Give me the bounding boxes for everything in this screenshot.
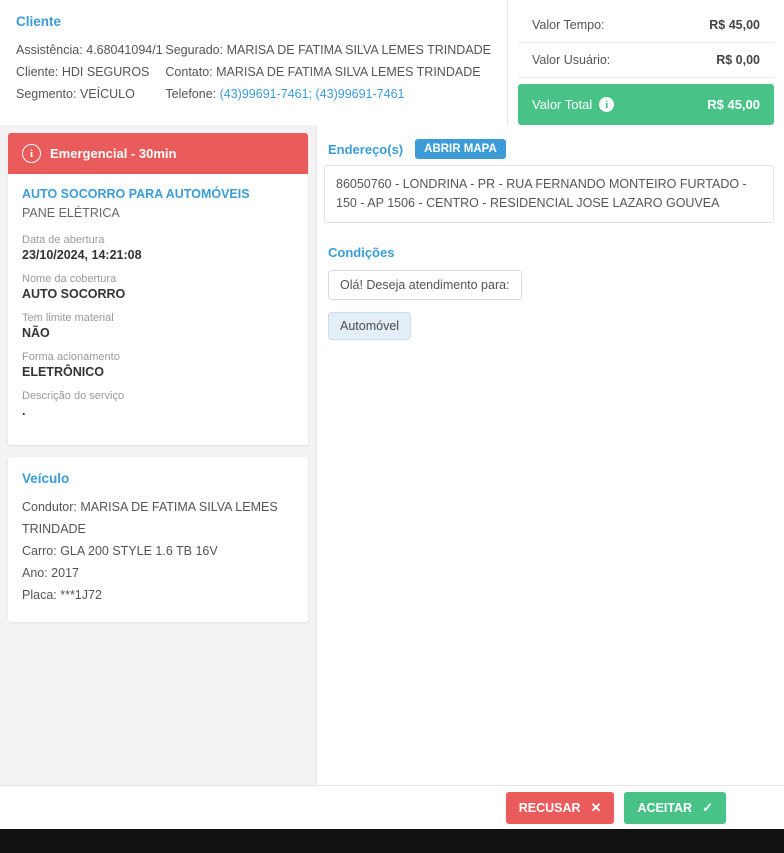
- vehicle-model: Carro: GLA 200 STYLE 1.6 TB 16V: [22, 544, 218, 558]
- value-total-amount: R$ 45,00: [707, 97, 760, 112]
- client-name-row: [16, 61, 165, 83]
- value-row-time: [518, 8, 774, 43]
- info-icon[interactable]: i: [599, 97, 614, 112]
- client-card-title: Cliente: [16, 14, 62, 29]
- value-time-label: Valor Tempo:: [532, 18, 605, 32]
- client-info-left: [16, 39, 165, 105]
- top-section: [0, 0, 784, 125]
- client-assistance-label: Assistência:: [16, 43, 83, 57]
- refuse-button-label: RECUSAR: [518, 800, 581, 815]
- client-contact-row: [165, 61, 491, 83]
- left-column: [0, 125, 316, 622]
- conditions-block: [324, 229, 774, 340]
- service-field-description: [22, 390, 294, 418]
- condition-question: Olá! Deseja atendimento para:: [328, 270, 522, 300]
- body-section: [0, 125, 784, 785]
- client-insured-row: [165, 39, 491, 61]
- service-title: AUTO SOCORRO PARA AUTOMÓVEIS: [22, 187, 250, 201]
- service-field-trigger-type: [22, 351, 294, 379]
- client-name-value: HDI SEGUROS: [61, 65, 150, 79]
- bottom-system-bar: [0, 829, 784, 853]
- service-field-open-date-value: 23/10/2024, 14:21:08: [22, 248, 142, 262]
- client-info-grid: [16, 39, 491, 105]
- service-field-description-label: Descrição do serviço: [22, 390, 125, 402]
- service-field-material-limit-label: Tem limite material: [22, 312, 114, 324]
- emergency-banner-label: Emergencial - 30min: [50, 146, 177, 161]
- value-user-amount: R$ 0,00: [716, 53, 760, 67]
- address-header: [324, 133, 774, 165]
- check-icon: ✓: [702, 799, 713, 815]
- alert-icon: i: [22, 144, 41, 163]
- emergency-banner: [8, 133, 308, 174]
- client-insured-value: MARISA DE FATIMA SILVA LEMES TRINDADE: [226, 43, 491, 57]
- condition-answer-chip[interactable]: Automóvel: [328, 312, 411, 340]
- client-card: [0, 0, 508, 125]
- service-field-material-limit: [22, 312, 294, 340]
- client-assistance-row: [16, 39, 165, 61]
- service-field-open-date-label: Data de abertura: [22, 234, 105, 246]
- vehicle-driver: Condutor: MARISA DE FATIMA SILVA LEMES TRINDADE: [22, 500, 278, 536]
- client-name-label: Cliente:: [16, 65, 59, 79]
- client-phone-link[interactable]: (43)99691-7461; (43)99691-7461: [219, 87, 405, 101]
- client-segment-value: VEÍCULO: [79, 87, 135, 101]
- footer-actions: [0, 785, 784, 829]
- value-total-label: Valor Total: [532, 97, 593, 112]
- accept-button-label: ACEITAR: [637, 800, 693, 815]
- vehicle-plate: Placa: ***1J72: [22, 588, 102, 602]
- service-field-material-limit-value: NÃO: [22, 326, 50, 340]
- service-field-trigger-type-label: Forma acionamento: [22, 351, 120, 363]
- client-phone-row: [165, 83, 491, 105]
- service-subtitle: PANE ELÉTRICA: [22, 206, 120, 220]
- vehicle-card-title: Veículo: [22, 471, 70, 486]
- conditions-title: Condições: [328, 245, 395, 260]
- vehicle-card: [8, 457, 308, 622]
- client-contact-label: Contato:: [165, 65, 213, 79]
- value-row-user: [518, 43, 774, 78]
- service-field-description-value: .: [22, 404, 26, 418]
- client-segment-row: [16, 83, 165, 105]
- value-total-banner: [518, 84, 774, 125]
- client-segment-label: Segmento:: [16, 87, 77, 101]
- client-info-right: [165, 39, 491, 105]
- service-card-body: [8, 174, 308, 445]
- condition-answer-wrap: [324, 300, 774, 340]
- address-block: [324, 133, 774, 223]
- address-text: 86050760 - LONDRINA - PR - RUA FERNANDO MONTEIRO FURTADO - 150 - AP 1506 - CENTRO - RESIDENCIAL JOSE LAZARO GOUVEA: [324, 165, 774, 223]
- vehicle-year: Ano: 2017: [22, 566, 79, 580]
- client-insured-label: Segurado:: [165, 43, 224, 57]
- value-time-amount: R$ 45,00: [709, 18, 760, 32]
- accept-button[interactable]: [624, 792, 726, 824]
- client-assistance-value: 4.68041094/1: [86, 43, 163, 57]
- open-map-button[interactable]: ABRIR MAPA: [415, 139, 506, 159]
- address-title: Endereço(s): [328, 141, 404, 157]
- value-total-label-wrap: [532, 97, 614, 112]
- refuse-button[interactable]: [506, 792, 615, 824]
- right-column: [316, 125, 784, 785]
- service-field-coverage: [22, 273, 294, 301]
- client-contact-value: MARISA DE FATIMA SILVA LEMES TRINDADE: [216, 65, 481, 79]
- values-panel: [508, 0, 784, 125]
- column-divider: [316, 125, 317, 785]
- client-phone-label: Telefone:: [165, 87, 217, 101]
- service-field-trigger-type-value: ELETRÔNICO: [22, 365, 104, 379]
- value-user-label: Valor Usuário:: [532, 53, 611, 67]
- service-field-coverage-label: Nome da cobertura: [22, 273, 117, 285]
- service-card: [8, 133, 308, 445]
- service-field-coverage-value: AUTO SOCORRO: [22, 287, 126, 301]
- service-field-open-date: [22, 234, 294, 262]
- close-icon: ✕: [590, 799, 602, 815]
